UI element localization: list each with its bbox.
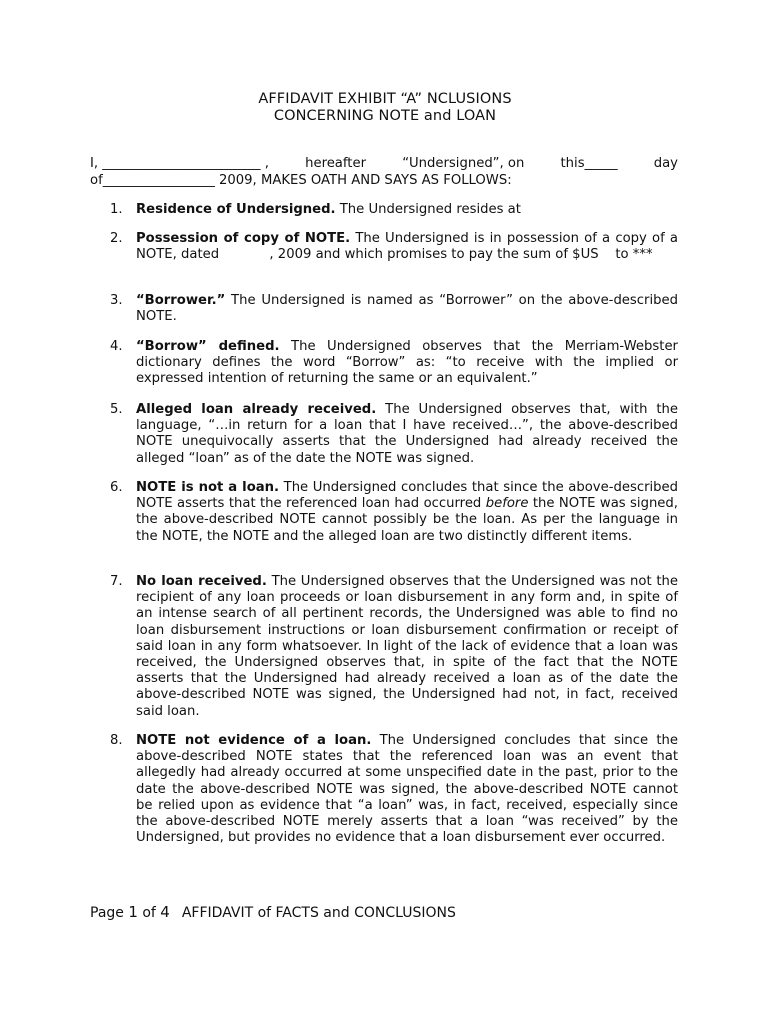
paragraph-text: The Undersigned is in possession of a copy of a NOTE, dated , 2009 and which promises to pay the sum of $US to *** — [136, 231, 683, 263]
paragraph-text: The Undersigned observes that the Undersigned was not the recipient of any loan proceeds or loan disbursement in any form and, in spite of an intense search of all pertinent records, the Undersigned was able to find no loan disbursement instructions or loan disbursement confirmation or receipt of said loan in any form whatsoever. In light of the lack of evidence that a loan was received, the Undersigned observes that, in spite of the fact that the NOTE asserts that the Undersigned had already received a loan as of the date the above-described NOTE was signed, the Undersigned had not, in fact, received said loan. — [136, 574, 678, 719]
paragraph-number: 1. — [110, 202, 123, 217]
paragraph-number: 7. — [110, 574, 123, 589]
footer-total-pages: 4 — [160, 903, 170, 921]
footer-current-page: 1 — [128, 903, 138, 921]
paragraph-heading: “Borrower.” — [136, 293, 226, 308]
paragraph-item — [110, 339, 678, 388]
footer-of-word: of — [137, 905, 161, 921]
paragraph-body — [136, 733, 678, 846]
paragraph-heading: Possession of copy of NOTE. — [136, 231, 351, 246]
intro-day: day — [653, 156, 678, 171]
paragraph-number: 5. — [110, 402, 123, 417]
paragraph-number: 4. — [110, 339, 123, 354]
paragraph-heading: NOTE not evidence of a loan. — [136, 733, 372, 748]
paragraph-number: 2. — [110, 231, 123, 246]
intro-hereafter: hereafter — [305, 156, 367, 171]
page-footer — [90, 903, 456, 921]
paragraph-item — [110, 733, 678, 846]
paragraph-item — [110, 202, 678, 218]
paragraph-body — [136, 202, 678, 218]
intro-paragraph — [90, 156, 678, 189]
paragraph-emphasis: before — [485, 496, 529, 512]
paragraph-body — [136, 231, 683, 263]
paragraph-heading: “Borrow” defined. — [136, 339, 280, 354]
paragraph-heading: Alleged loan already received. — [136, 402, 377, 417]
paragraph-text: The Undersigned resides at — [335, 202, 521, 217]
paragraph-text: the NOTE was signed, the above-described NOTE cannot possibly be the loan. As per the language in the NOTE, the NOTE and the alleged loan are two distinctly different items. — [136, 496, 678, 544]
paragraph-body — [136, 480, 678, 545]
intro-line-2: of_________________ 2009, MAKES OATH AND SAYS AS FOLLOWS: — [90, 172, 512, 188]
paragraph-heading: No loan received. — [136, 574, 267, 589]
intro-name-blank: I, ________________________ , — [90, 156, 269, 171]
paragraph-item — [110, 574, 678, 720]
footer-page-word: Page — [90, 905, 129, 921]
paragraph-body — [136, 402, 678, 467]
intro-undersigned-on: “Undersigned”, on — [402, 156, 525, 171]
footer-document-title: AFFIDAVIT of FACTS and CONCLUSIONS — [181, 905, 456, 921]
paragraph-body — [136, 339, 678, 388]
paragraph-body — [136, 574, 678, 720]
paragraph-item — [110, 480, 678, 545]
paragraph-text: The Undersigned concludes that since the above-described NOTE states that the referenced loan was an event that allegedly had already occurred at some unspecified date in the past, prior to the date the above-described NOTE was signed, the above-described NOTE cannot be relied upon as evidence that “a loan” was, in fact, received, especially since the above-described NOTE merely asserts that a loan “was received” by the Undersigned, but provides no evidence that a loan disbursement ever occurred. — [136, 733, 678, 846]
paragraph-text: The Undersigned observes that, with the language, “…in return for a loan that I have received…”, the above-described NOTE unequivocally asserts that the Undersigned had already received the alleged “loan” as of the date the NOTE was signed. — [136, 402, 678, 466]
paragraph-body — [136, 293, 678, 325]
paragraph-text: The Undersigned concludes that since the above-described NOTE asserts that the referenced loan had occurred — [136, 480, 679, 512]
document-title-line-2: CONCERNING NOTE and LOAN — [273, 108, 497, 124]
paragraph-item — [110, 231, 683, 263]
document-title-line-1: AFFIDAVIT EXHIBIT “A” NCLUSIONS — [258, 91, 512, 107]
paragraph-number: 8. — [110, 733, 123, 748]
intro-line-1 — [90, 156, 678, 173]
paragraph-item — [110, 293, 678, 325]
intro-this-blank: this_____ — [560, 156, 618, 171]
paragraph-text: The Undersigned observes that the Merriam-Webster dictionary defines the word “Borrow” as: “to receive with the implied or expressed intention of returning the same or an equivalent.” — [136, 339, 678, 387]
paragraph-item — [110, 402, 678, 467]
paragraph-number: 3. — [110, 293, 123, 308]
paragraph-heading: Residence of Undersigned. — [136, 202, 336, 217]
paragraph-text: The Undersigned is named as “Borrower” on the above-described NOTE. — [136, 293, 678, 325]
paragraph-heading: NOTE is not a loan. — [136, 480, 280, 495]
paragraph-number: 6. — [110, 480, 123, 495]
